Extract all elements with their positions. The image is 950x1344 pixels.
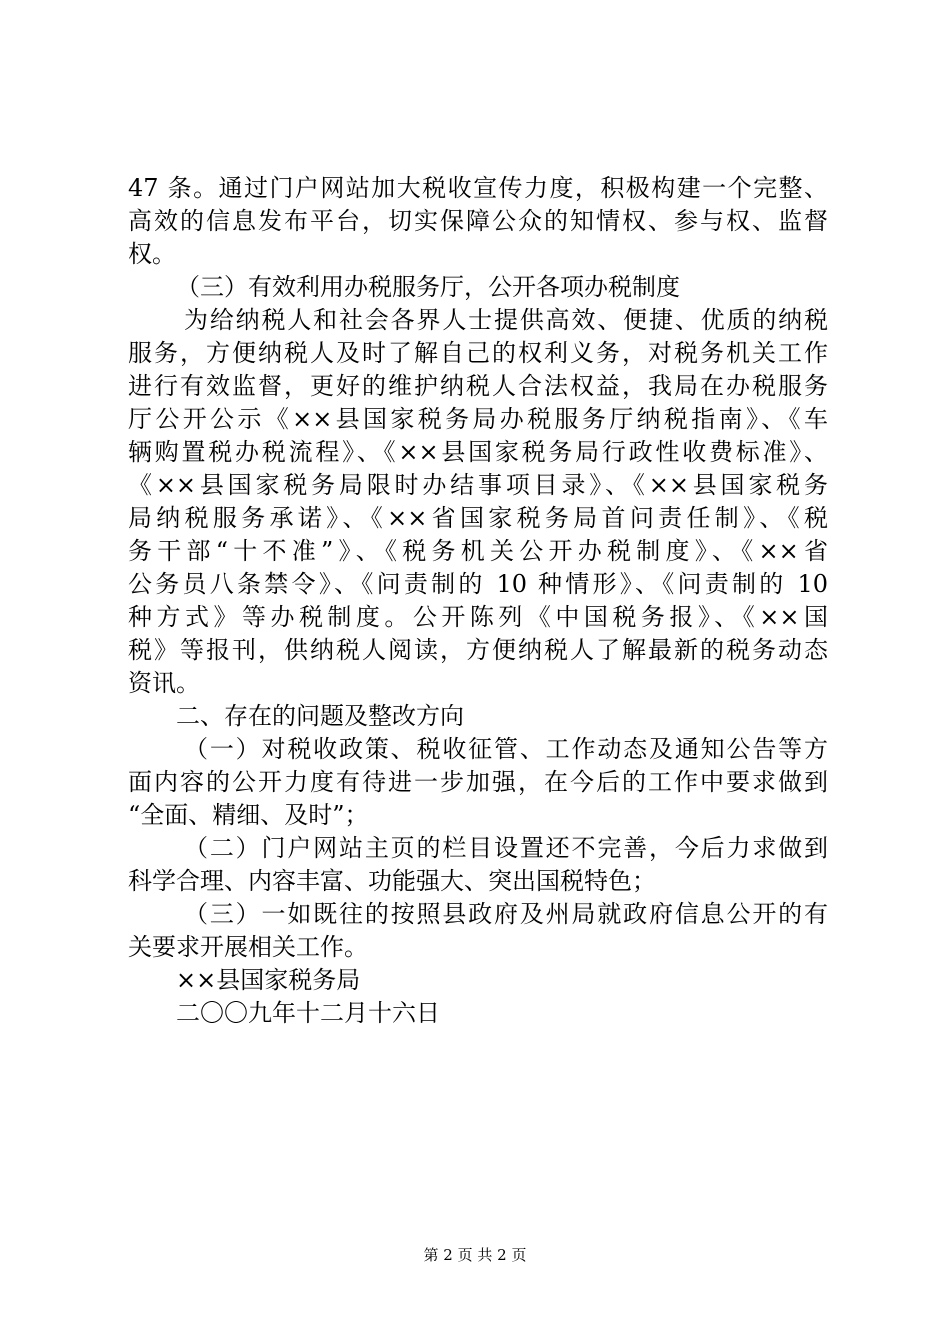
text-line: 公务员八条禁令》、《问责制的 10 种情形》、《问责制的 10 [128, 570, 828, 598]
text-line: 高效的信息发布平台，切实保障公众的知情权、参与权、监督 [128, 207, 828, 235]
text-line: 为给纳税人和社会各界人士提供高效、便捷、优质的纳税 [184, 306, 828, 334]
text-line: 服务，方便纳税人及时了解自己的权利义务，对税务机关工作 [128, 339, 828, 367]
text-line: 面内容的公开力度有待进一步加强，在今后的工作中要求做到 [128, 768, 828, 796]
text-line: 科学合理、内容丰富、功能强大、突出国税特色； [128, 867, 656, 895]
text-line: 《××县国家税务局限时办结事项目录》、《××县国家税务 [128, 471, 828, 499]
text-line: （一）对税收政策、税收征管、工作动态及通知公告等方 [184, 735, 828, 763]
document-body [128, 172, 828, 1030]
text-line: 进行有效监督，更好的维护纳税人合法权益，我局在办税服务 [128, 372, 828, 400]
text-line: 资讯。 [128, 669, 200, 697]
text-line: “全面、精细、及时”； [128, 801, 369, 829]
text-line: 47 条。通过门户网站加大税收宣传力度，积极构建一个完整、 [128, 174, 828, 202]
text-line: 二〇〇九年十二月十六日 [176, 999, 440, 1027]
text-line: （三）有效利用办税服务厅，公开各项办税制度 [176, 273, 680, 301]
text-line: 种方式》等办税制度。公开陈列《中国税务报》、《××国 [128, 603, 828, 631]
text-line: 厅公开公示《××县国家税务局办税服务厅纳税指南》、《车 [128, 405, 828, 433]
text-line: ××县国家税务局 [176, 966, 361, 994]
text-line: 关要求开展相关工作。 [128, 933, 368, 961]
text-line: 二、存在的问题及整改方向 [176, 702, 464, 730]
text-line: （三）一如既往的按照县政府及州局就政府信息公开的有 [184, 900, 828, 928]
text-line: 辆购置税办税流程》、《××县国家税务局行政性收费标准》、 [128, 438, 828, 466]
text-line: 税》等报刊，供纳税人阅读，方便纳税人了解最新的税务动态 [128, 636, 828, 664]
text-line: （二）门户网站主页的栏目设置还不完善，今后力求做到 [184, 834, 828, 862]
text-line: 务干部“十不准”》、《税务机关公开办税制度》、《××省 [128, 537, 828, 565]
text-line: 权。 [128, 240, 176, 268]
page-footer: 第 2 页 共 2 页 [423, 1246, 527, 1264]
text-line: 局纳税服务承诺》、《××省国家税务局首问责任制》、《税 [128, 504, 828, 532]
